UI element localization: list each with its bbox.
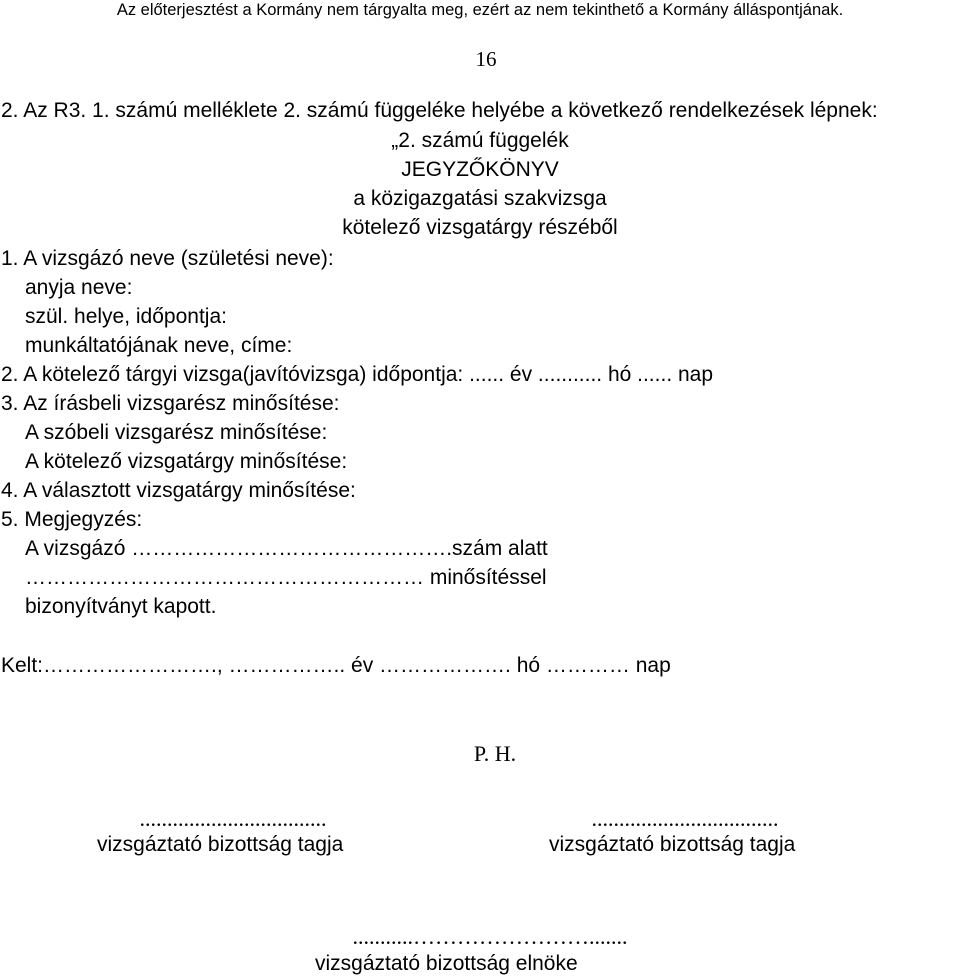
- kelt-line: Kelt:……………………., …………….. év ………………. hó ………… nap: [1, 654, 671, 677]
- chair-dots: ...........…………………….......: [352, 924, 628, 949]
- item-certificate: bizonyítványt kapott.: [25, 595, 217, 618]
- chair-label: vizsgáztató bizottság elnöke: [315, 952, 578, 975]
- item-written-rating: 3. Az írásbeli vizsgarész minősítése:: [1, 392, 340, 415]
- item-mother-name: anyja neve:: [25, 276, 133, 299]
- item-elective-rating: 4. A választott vizsgatárgy minősítése:: [1, 479, 356, 502]
- page-number: 16: [475, 47, 497, 71]
- sig-right-label: vizsgáztató bizottság tagja: [549, 833, 796, 856]
- item-remark: 5. Megjegyzés:: [1, 508, 143, 531]
- intro-paragraph: 2. Az R3. 1. számú melléklete 2. számú függeléke helyébe a következő rendelkezések lépnek:: [1, 99, 878, 122]
- appendix-title: „2. számú függelék: [391, 129, 569, 152]
- ph-stamp-label: P. H.: [473, 741, 517, 766]
- sig-right-dots: ..................................: [591, 806, 779, 831]
- item-rating-line: ………………………………………………… minősítéssel: [25, 566, 547, 589]
- item-exam-date: 2. A kötelező tárgyi vizsga(javítóvizsga) időpontja: ...... év ........... hó ...... nap: [1, 363, 714, 386]
- document-title: JEGYZŐKÖNYV: [401, 158, 559, 181]
- page-header-notice: Az előterjesztést a Kormány nem tárgyalta meg, ezért az nem tekinthető a Kormány álláspontjának.: [116, 1, 844, 19]
- sig-left-label: vizsgáztató bizottság tagja: [97, 833, 344, 856]
- item-examinee-name: 1. A vizsgázó neve (születési neve):: [1, 247, 334, 270]
- sig-left-dots: ..................................: [139, 806, 327, 831]
- subtitle-line-2: kötelező vizsgatárgy részéből: [342, 216, 618, 239]
- item-oral-rating: A szóbeli vizsgarész minősítése:: [25, 421, 328, 444]
- subtitle-line-1: a közigazgatási szakvizsga: [353, 187, 607, 210]
- item-birth-place-date: szül. helye, időpontja:: [25, 305, 227, 328]
- item-examinee-number: A vizsgázó ……………………………………….szám alatt: [25, 537, 548, 560]
- item-employer: munkáltatójának neve, címe:: [25, 334, 293, 357]
- item-mandatory-rating: A kötelező vizsgatárgy minősítése:: [25, 450, 348, 473]
